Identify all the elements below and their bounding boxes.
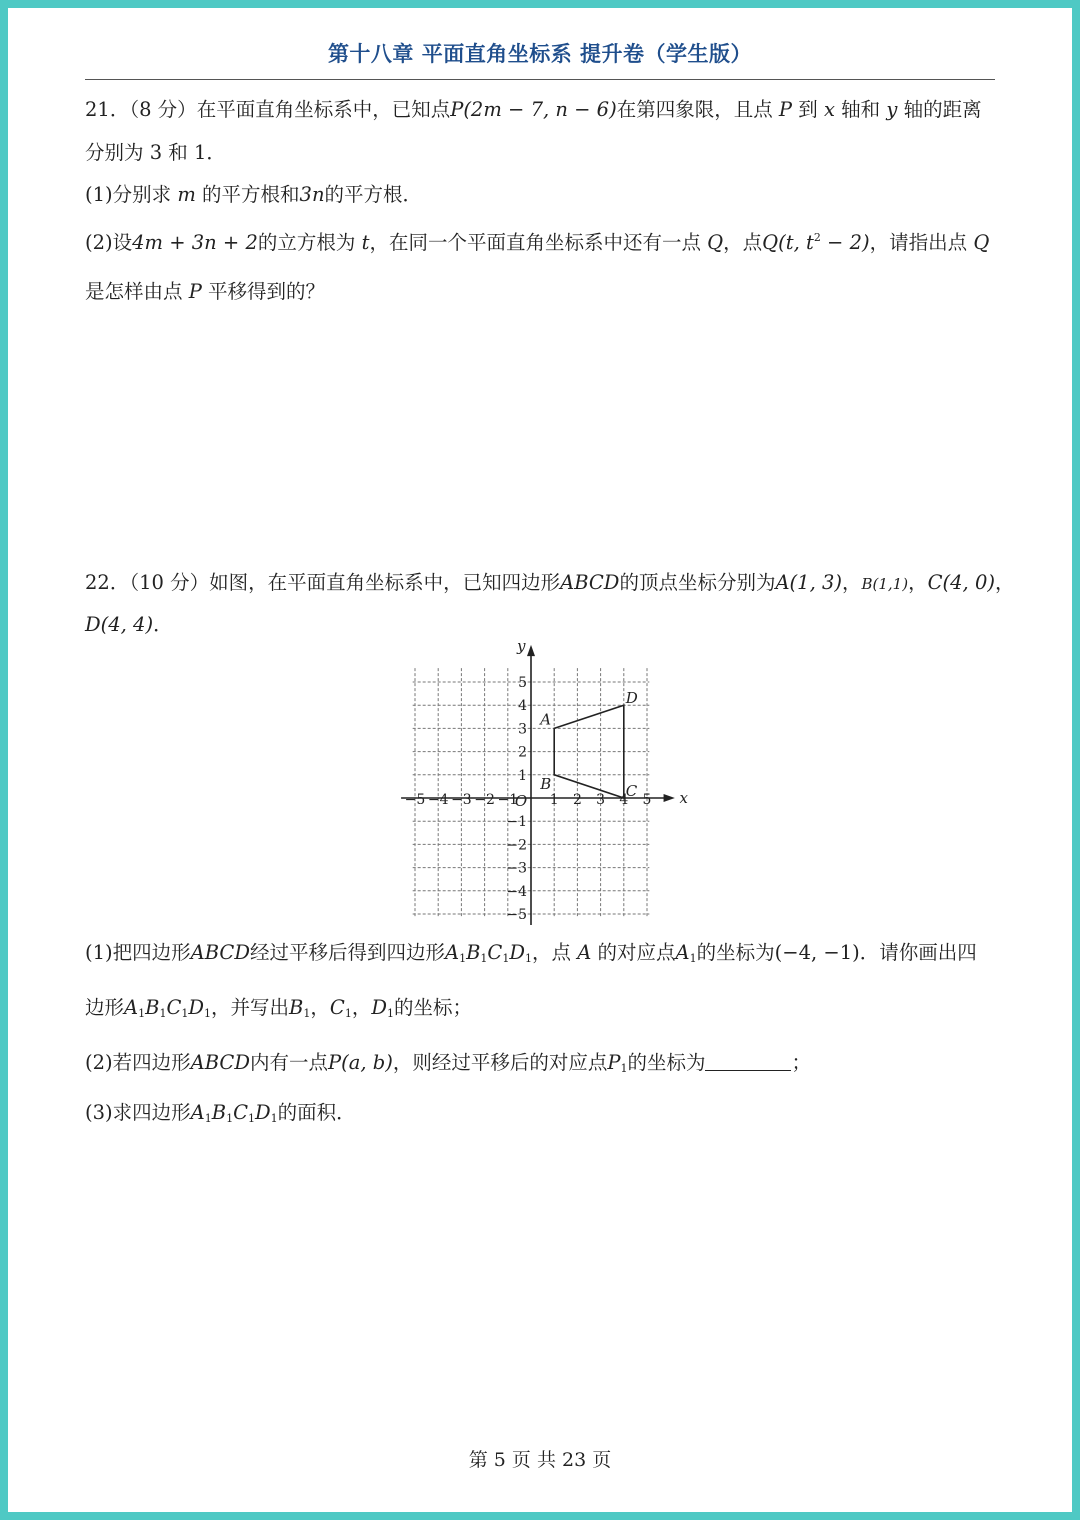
q21-text: 的平方根和 xyxy=(202,183,300,206)
y-tick-label: −2 xyxy=(506,837,527,854)
q21-text: ，请指出点 xyxy=(869,231,968,254)
var-a1b1c1d1: $A_1B_1C_1D_1$ xyxy=(190,1101,278,1125)
x-tick-label: 5 xyxy=(642,792,652,808)
y-tick-label: −3 xyxy=(506,860,527,877)
q21-text: ，在同一个平面直角坐标系中还有一点 xyxy=(369,231,701,254)
q21-text: 轴和 xyxy=(841,98,881,121)
q21-number: 21． xyxy=(85,98,130,121)
y-tick-label: 3 xyxy=(518,721,527,738)
quadrilateral-abcd xyxy=(538,689,638,800)
q22-part2 xyxy=(85,1047,811,1075)
q22-text: (2)若四边形 xyxy=(85,1051,191,1074)
q21-text: ，点 xyxy=(723,231,763,254)
coord-a: A(1, 3) xyxy=(775,571,842,594)
q21-text: 在平面直角坐标系中，已知点 xyxy=(196,98,451,121)
y-tick-label: −1 xyxy=(506,814,527,831)
vertex-label-c: C xyxy=(625,782,638,800)
tick-labels xyxy=(405,675,652,923)
separator: ， xyxy=(310,996,330,1019)
x-tick-label: −2 xyxy=(474,792,495,808)
coord-p: P(a, b) xyxy=(327,1051,393,1074)
separator: ， xyxy=(908,571,928,594)
q21-line2: 分别为 3 和 1． xyxy=(85,141,226,164)
x-tick-label: −5 xyxy=(404,792,426,808)
vertex-label-a: A xyxy=(540,710,552,729)
separator: ， xyxy=(841,571,862,594)
var-t: t xyxy=(361,231,370,254)
answer-blank[interactable] xyxy=(705,1052,791,1071)
q21-score: （8 分） xyxy=(129,98,197,121)
q21-text: 的立方根为 xyxy=(257,231,356,254)
page-header-title: 第十八章 平面直角坐标系 提升卷（学生版） xyxy=(327,42,753,66)
x-tick-label: 1 xyxy=(549,792,559,808)
q22-number: 22． xyxy=(85,571,130,594)
q21-part2-cont xyxy=(85,276,325,304)
var-y: y xyxy=(886,98,898,121)
var-a: A xyxy=(577,941,592,964)
x-axis-label: x xyxy=(679,789,688,807)
y-axis-label: y xyxy=(517,640,526,656)
var-b1: $B_1$ xyxy=(289,996,311,1020)
var-c1: $C_1$ xyxy=(329,996,352,1020)
var-a1b1c1d1: $A_1B_1C_1D_1$ xyxy=(444,941,532,965)
q22-text: 的面积． xyxy=(277,1101,356,1124)
q21-part1 xyxy=(85,179,422,207)
coord-a1: (−4, −1) xyxy=(774,941,860,964)
separator: ， xyxy=(351,996,372,1019)
var-abcd: ABCD xyxy=(190,941,250,964)
header-divider xyxy=(85,79,995,80)
q21-text: (2)设 xyxy=(85,231,133,254)
q22-line1 xyxy=(85,567,1014,595)
var-q: Q xyxy=(973,231,990,254)
q21-point-q: − 2) xyxy=(820,231,870,254)
var-x: x xyxy=(823,98,835,121)
var-abcd: ABCD xyxy=(560,571,620,594)
q22-text: ； xyxy=(791,1051,811,1074)
y-tick-label: −4 xyxy=(506,883,527,900)
q22-text: 边形 xyxy=(85,996,125,1019)
var-p: P xyxy=(778,98,793,121)
coord-b: B(1,1) xyxy=(861,575,909,593)
q21-line1 xyxy=(85,94,982,122)
q22-text: 的顶点坐标分别为 xyxy=(619,571,776,594)
y-axis-arrow xyxy=(527,645,535,656)
q21-text: 的平方根． xyxy=(324,183,423,206)
q22-text: 的坐标为 xyxy=(696,941,775,964)
var-p: P xyxy=(188,280,202,303)
x-tick-label: 3 xyxy=(596,792,606,808)
q22-text: 内有一点 xyxy=(249,1051,328,1074)
var-a1: $A_1$ xyxy=(675,941,697,965)
q22-text: ，并写出 xyxy=(211,996,290,1019)
var-m: m xyxy=(177,183,196,206)
origin-label: O xyxy=(514,792,528,810)
var-a1b1c1d1: $A_1B_1C_1D_1$ xyxy=(124,996,212,1020)
x-axis-arrow xyxy=(664,794,675,802)
superscript: 2 xyxy=(813,231,821,244)
var-d1: $D_1$ xyxy=(371,996,394,1020)
q21-text: 到 xyxy=(798,98,818,121)
q22-text: (1)把四边形 xyxy=(85,941,191,964)
var-p1: $P_1$ xyxy=(607,1051,628,1075)
q22-text: 的坐标为 xyxy=(627,1051,706,1074)
q21-point-p: P(2m − 7, n − 6) xyxy=(450,98,617,121)
q22-part1-cont xyxy=(85,992,472,1020)
coord-d: D(4, 4) xyxy=(85,613,154,636)
q22-score: （10 分） xyxy=(129,571,210,594)
vertex-label-d: D xyxy=(625,689,638,708)
q22-text: 经过平移后得到四边形 xyxy=(249,941,445,964)
q22-text: ．请你画出四 xyxy=(859,941,977,964)
page-footer: 第 5 页 共 23 页 xyxy=(468,1449,612,1471)
q21-text: 在第四象限，且点 xyxy=(616,98,773,121)
var-q: Q xyxy=(707,231,724,254)
y-tick-label: 1 xyxy=(518,767,527,784)
q22-text: 的对应点 xyxy=(597,941,676,964)
vertex-label-b: B xyxy=(540,774,552,793)
q21-text: (1)分别求 xyxy=(85,183,172,206)
q22-text: ，点 xyxy=(531,941,571,964)
x-tick-label: 4 xyxy=(619,792,629,808)
coord-c: C(4, 0) xyxy=(927,571,995,594)
y-tick-label: 2 xyxy=(518,744,527,761)
x-tick-label: −1 xyxy=(497,792,519,808)
q22-text: 的坐标； xyxy=(393,996,472,1019)
separator: ， xyxy=(994,571,1015,594)
q22-text: ，则经过平移后的对应点 xyxy=(392,1051,608,1074)
x-tick-label: −4 xyxy=(427,792,449,808)
q21-expression: 4m + 3n + 2 xyxy=(132,231,258,254)
period: ． xyxy=(153,613,173,636)
q22-part3 xyxy=(85,1097,356,1125)
q21-point-q: Q(t, t xyxy=(762,231,814,254)
q21-text: 轴的距离 xyxy=(903,98,982,121)
q22-line2 xyxy=(85,609,173,637)
y-tick-label: 4 xyxy=(518,698,527,715)
var-abcd: ABCD xyxy=(190,1051,250,1074)
q21-part2 xyxy=(85,227,989,255)
y-tick-label: 5 xyxy=(518,675,527,691)
x-tick-label: 2 xyxy=(572,792,582,808)
q22-part1 xyxy=(85,937,977,965)
coordinate-figure xyxy=(395,640,695,925)
x-tick-label: −3 xyxy=(451,792,472,808)
q21-text: 平移得到的？ xyxy=(208,280,326,303)
q21-text: 是怎样由点 xyxy=(85,280,183,303)
var-3n: 3n xyxy=(299,183,325,206)
y-tick-label: −5 xyxy=(506,907,527,923)
q22-text: (3)求四边形 xyxy=(85,1101,191,1124)
q22-text: 如图，在平面直角坐标系中，已知四边形 xyxy=(209,571,561,594)
